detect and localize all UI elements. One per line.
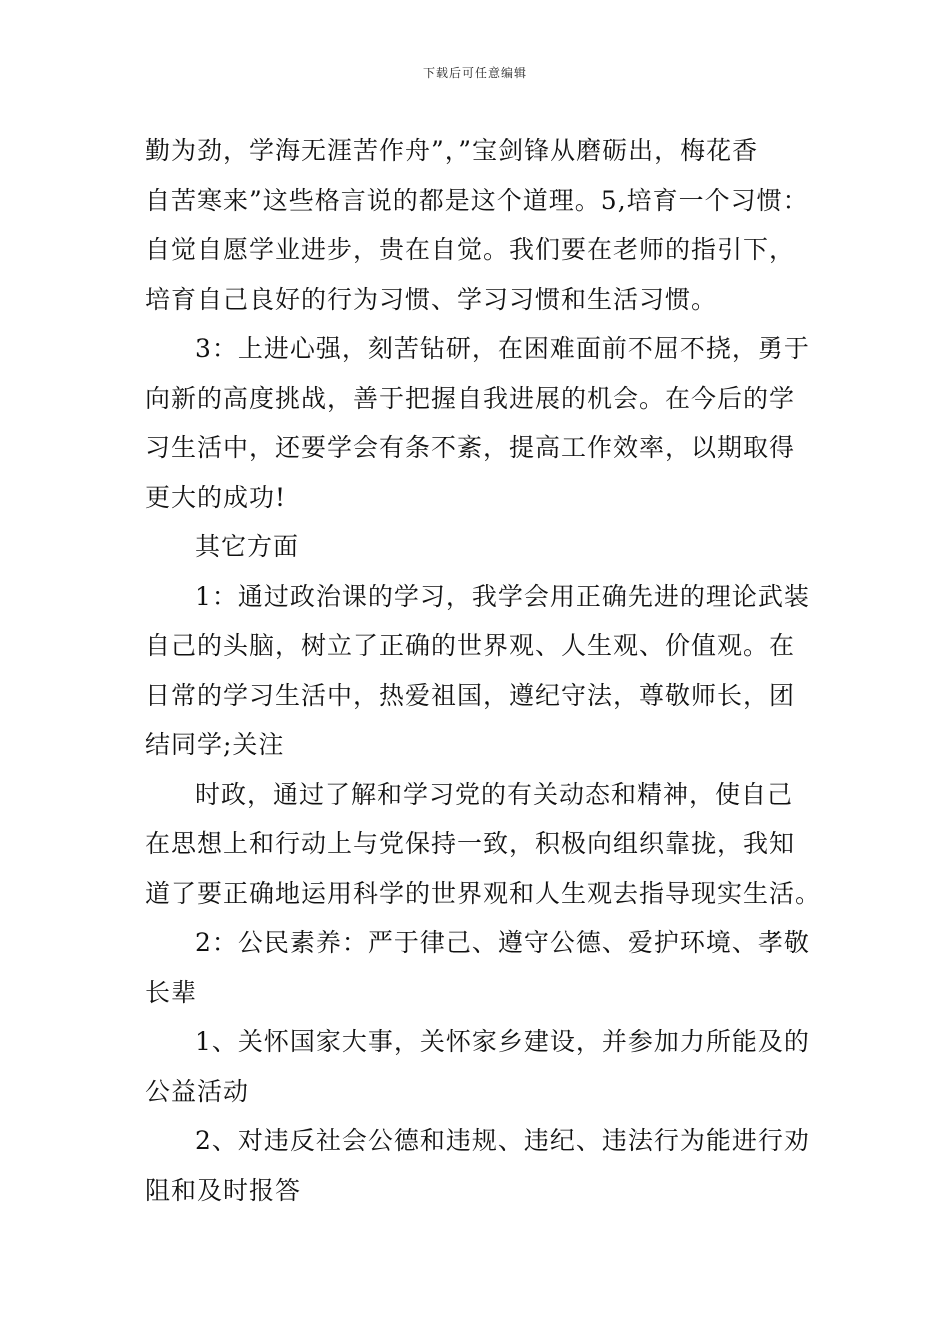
text-line: 更大的成功!: [145, 482, 287, 512]
text-line: 长辈: [145, 977, 198, 1007]
document-body: [145, 126, 822, 1215]
page-header: 下载后可任意编辑: [422, 66, 527, 80]
text-line: 日常的学习生活中，热爱祖国，遵纪守法，尊敬师长，团: [145, 680, 796, 710]
text-line: 勤为劲，学海无涯苦作舟”，”宝剑锋从磨砺出，梅花香: [145, 136, 759, 165]
paragraph-start-line: 1、关怀国家大事，关怀家乡建设，并参加力所能及的: [195, 1027, 810, 1056]
text-line: 自觉自愿学业进步，贵在自觉。我们要在老师的指引下，: [145, 235, 796, 264]
text-line: 向新的高度挑战，善于把握自我进展的机会。在今后的学: [145, 383, 796, 413]
text-line: 习生活中，还要学会有条不紊，提高工作效率，以期取得: [145, 433, 796, 462]
paragraph-start-line: 2：公民素养：严于律己、遵守公德、爱护环境、孝敬: [195, 928, 810, 957]
section-heading: 其它方面: [195, 532, 300, 561]
text-line: 阻和及时报答: [145, 1175, 302, 1205]
text-line: 自苦寒来”这些格言说的都是这个道理。5,培育一个习惯：: [145, 185, 809, 215]
text-line: 公益活动: [145, 1076, 250, 1106]
text-line: 道了要正确地运用科学的世界观和人生观去指导现实生活。: [145, 878, 822, 908]
text-line: 结同学;关注: [145, 730, 285, 759]
paragraph-start-line: 2、对违反社会公德和违规、违纪、违法行为能进行劝: [195, 1126, 810, 1155]
text-line: 自己的头脑，树立了正确的世界观、人生观、价值观。在: [145, 631, 796, 660]
paragraph-start-line: 1：通过政治课的学习，我学会用正确先进的理论武装: [195, 581, 810, 611]
text-line: 在思想上和行动上与党保持一致，积极向组织靠拢，我知: [145, 829, 796, 858]
paragraph-start-line: 时政，通过了解和学习党的有关动态和精神，使自己: [195, 779, 794, 809]
text-line: 培育自己良好的行为习惯、学习习惯和生活习惯。: [145, 284, 718, 314]
paragraph-start-line: 3：上进心强，刻苦钻研，在困难面前不屈不挠，勇于: [195, 334, 810, 363]
